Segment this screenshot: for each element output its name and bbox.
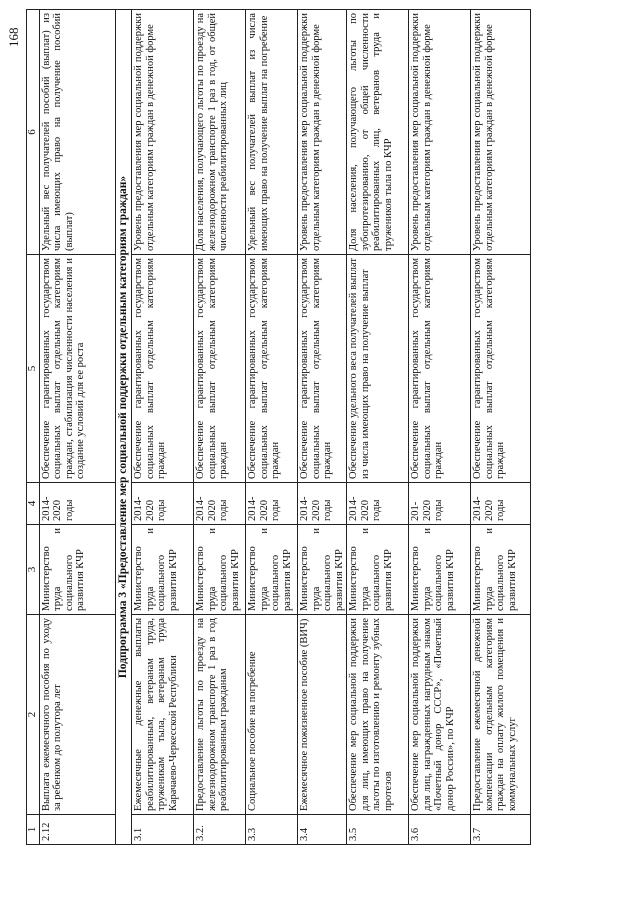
- measure-name: Предоставление ежемесячной денежной компенсации отдельным категориям граждан на оплату жилого помещения и коммунальных услуг: [471, 615, 531, 815]
- subprogram-row: [115, 10, 132, 845]
- table-row: [298, 10, 347, 845]
- executor: Министерство труда и социального развития КЧР: [298, 525, 347, 615]
- period: 201-2020 годы: [409, 483, 471, 525]
- measure-name: Выплата ежемесячного пособия по уходу за ребенком до полутора лет: [39, 615, 115, 815]
- table-row: [471, 10, 531, 845]
- table-row: [39, 10, 115, 845]
- header-cell: 2: [27, 615, 40, 815]
- table-row: [194, 10, 246, 845]
- period: 2014-2020 годы: [298, 483, 347, 525]
- table-row: [132, 10, 194, 845]
- row-number: 2.12: [39, 815, 115, 845]
- header-cell: 4: [27, 483, 40, 525]
- page-number: 168: [6, 27, 21, 47]
- row-number: 3.3: [246, 815, 298, 845]
- period: 2014-2020 годы: [471, 483, 531, 525]
- header-row: [27, 10, 40, 845]
- period: 2014-2020 годы: [194, 483, 246, 525]
- indicator: Уровень предоставления мер социальной поддержки отдельным категориям граждан в денежной форме: [132, 10, 194, 255]
- row-number: 3.7: [471, 815, 531, 845]
- indicator: Доля населения, получающего льготы по зубопротезированию, от общей численности реабилитированных лиц, ветеранов труда и тружеников тыла по КЧР: [347, 10, 409, 255]
- table-row: [409, 10, 471, 845]
- row-number: 3.5: [347, 815, 409, 845]
- period: 2014-2020 годы: [347, 483, 409, 525]
- header-cell: 1: [27, 815, 40, 845]
- expected-result: Обеспечение гарантированных государством социальных выплат отдельным категориям граждан: [471, 255, 531, 483]
- table-row: [347, 10, 409, 845]
- header-cell: 3: [27, 525, 40, 615]
- expected-result: Обеспечение гарантированных государством социальных выплат отдельным категориям граждан: [194, 255, 246, 483]
- period: 2014-2020 годы: [39, 483, 115, 525]
- row-number: 3.1: [132, 815, 194, 845]
- executor: Министерство труда и социального развития КЧР: [471, 525, 531, 615]
- measure-name: Обеспечение мер социальной поддержки для лиц, награжденных нагрудным знаком «Почетный донор СССР», «Почетный донор России», по КЧР: [409, 615, 471, 815]
- row-number: 3.6: [409, 815, 471, 845]
- period: 2014-2020 годы: [246, 483, 298, 525]
- expected-result: Обеспечение гарантированных государством социальных выплат отдельным категориям граждан, стабилизация численности населения и создание условий для ее роста: [39, 255, 115, 483]
- period: 2014-2020 годы: [132, 483, 194, 525]
- indicator: Доля населения, получающего льготы по проезду на железнодорожном транспорте 1 раз в год, от общей численности реабилитированных лиц: [194, 10, 246, 255]
- measure-name: Ежемесячное пожизненное пособие (ВИЧ): [298, 615, 347, 815]
- executor: Министерство труда и социального развития КЧР: [39, 525, 115, 615]
- program-table: [26, 9, 531, 845]
- subprogram-title: Подпрограмма 3 «Предоставление мер социальной поддержки отдельным категориям граждан»: [115, 10, 132, 845]
- measure-name: Предоставление льготы по проезду на железнодорожном транспорте 1 раз в год реабилитированным гражданам: [194, 615, 246, 815]
- executor: Министерство труда и социального развития КЧР: [409, 525, 471, 615]
- expected-result: Обеспечение гарантированных государством социальных выплат отдельным категориям граждан: [409, 255, 471, 483]
- executor: Министерство труда и социального развития КЧР: [246, 525, 298, 615]
- indicator: Уровень предоставления мер социальной поддержки отдельным категориям граждан в денежной форме: [298, 10, 347, 255]
- expected-result: Обеспечение гарантированных государством социальных выплат отдельным категориям граждан: [246, 255, 298, 483]
- executor: Министерство труда и социального развития КЧР: [347, 525, 409, 615]
- indicator: Уровень предоставления мер социальной поддержки отдельным категориям граждан в денежной форме: [409, 10, 471, 255]
- measure-name: Ежемесячные денежные выплаты реабилитированным, ветеранам труда, труженикам тыла, ветеранам труда Карачаево-Черкесской Республики: [132, 615, 194, 815]
- row-number: 3.2.: [194, 815, 246, 845]
- measure-name: Обеспечение мер социальной поддержки для лиц, имеющих право на получение льготы по изготовлению и ремонту зубных протезов: [347, 615, 409, 815]
- expected-result: Обеспечение гарантированных государством социальных выплат отдельным категориям граждан: [132, 255, 194, 483]
- header-cell: 5: [27, 255, 40, 483]
- executor: Министерство труда и социального развития КЧР: [194, 525, 246, 615]
- indicator: Уровень предоставления мер социальной поддержки отдельным категориям граждан в денежной форме: [471, 10, 531, 255]
- expected-result: Обеспечение гарантированных государством социальных выплат отдельным категориям граждан: [298, 255, 347, 483]
- indicator: Удельный вес получателей выплат из числа имеющих право на получение выплат на погребение: [246, 10, 298, 255]
- row-number: 3.4: [298, 815, 347, 845]
- measure-name: Социальное пособие на погребение: [246, 615, 298, 815]
- header-cell: 6: [27, 10, 40, 255]
- table-row: [246, 10, 298, 845]
- executor: Министерство труда и социального развития КЧР: [132, 525, 194, 615]
- indicator: Удельный вес получателей пособий (выплат) из числа имеющих право на получение пособий (выплат): [39, 10, 115, 255]
- expected-result: Обеспечение удельного веса получателей выплат из числа имеющих право на получение выплат: [347, 255, 409, 483]
